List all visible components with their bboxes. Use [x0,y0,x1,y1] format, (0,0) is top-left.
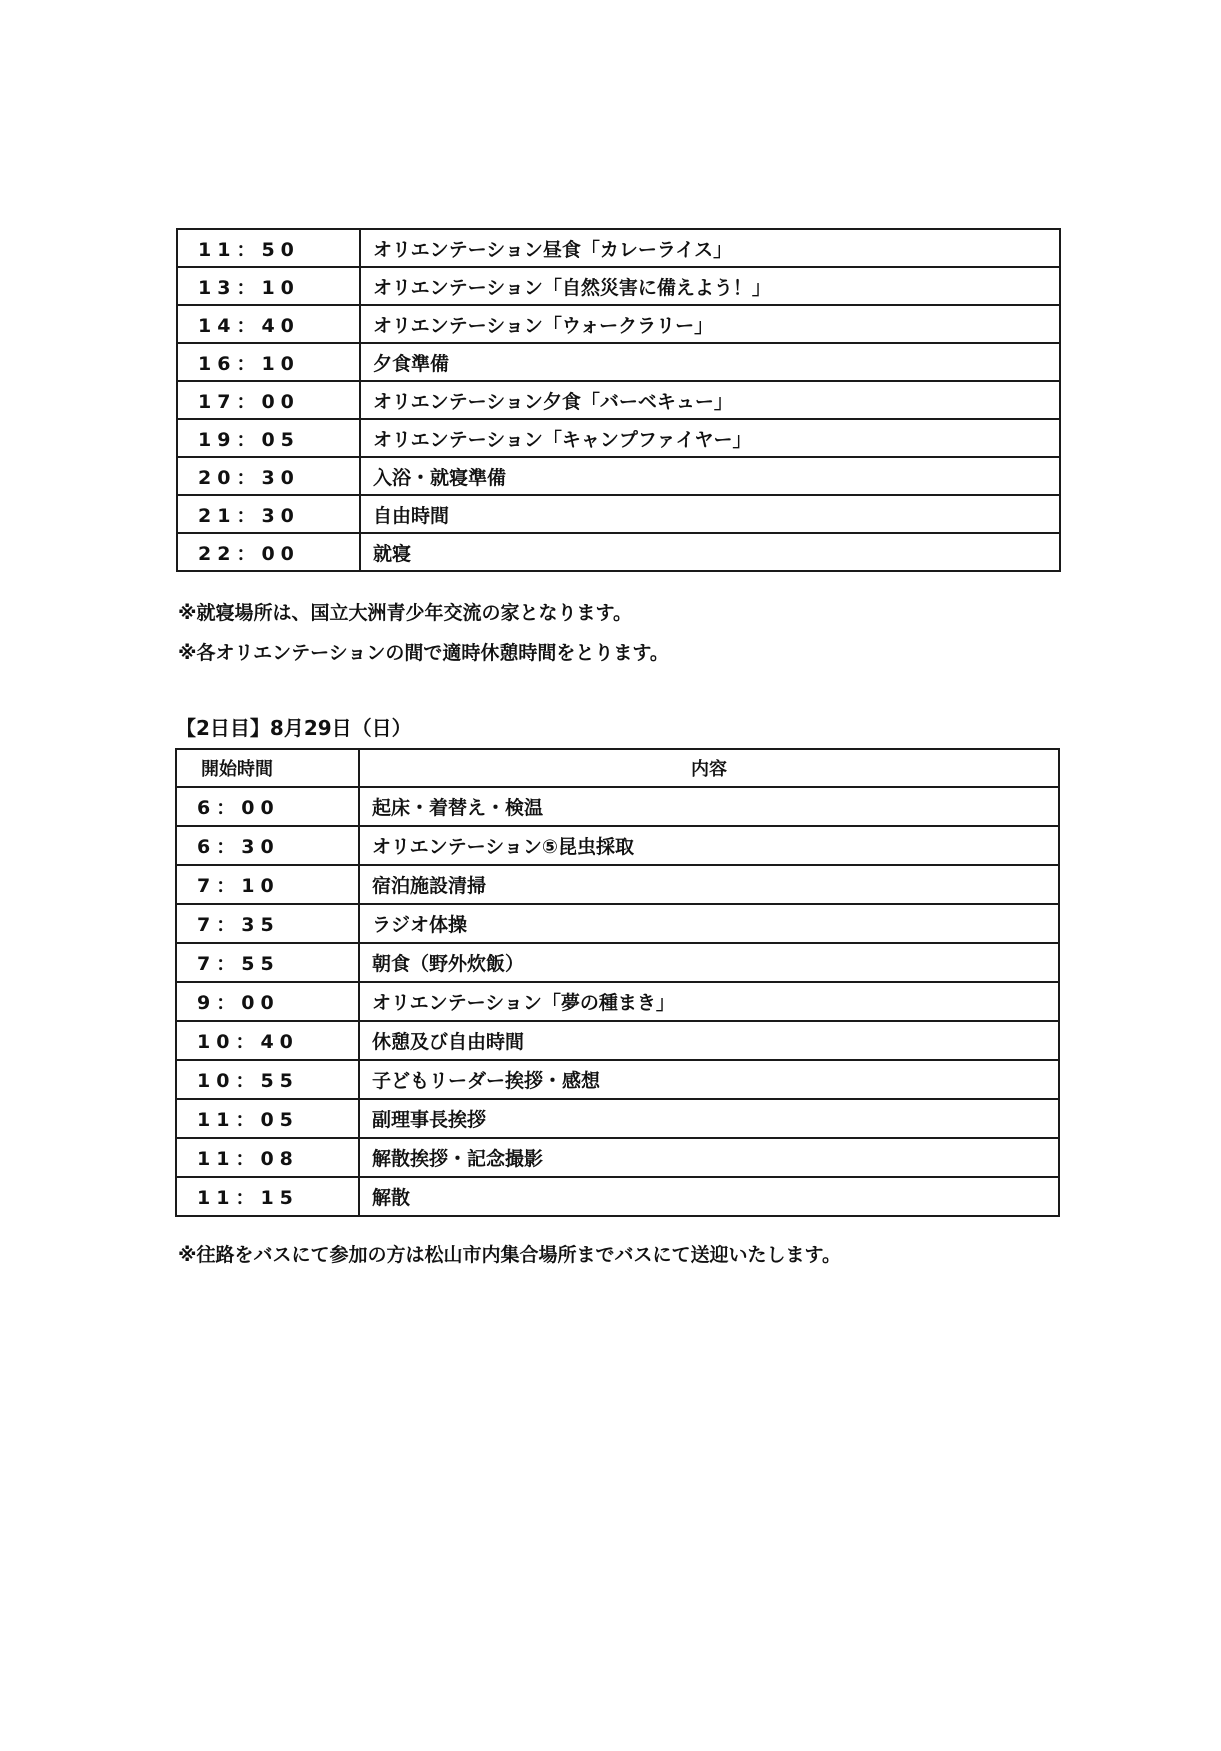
table-row [177,419,1060,457]
table-row [176,943,1059,982]
table-row [177,229,1060,267]
schedule-content: 自由時間 [360,495,1060,533]
table-row [177,495,1060,533]
schedule-time: 20：30 [177,457,360,495]
schedule-time: 9：00 [176,982,359,1021]
table-row [177,305,1060,343]
table-row [176,1138,1059,1177]
schedule-time: 22：00 [177,533,360,571]
schedule-content: オリエンテーション「キャンプファイヤー」 [360,419,1060,457]
schedule-content: オリエンテーション⑤昆虫採取 [359,826,1059,865]
table-row [177,381,1060,419]
schedule-time: 14：40 [177,305,360,343]
schedule-time: 6：30 [176,826,359,865]
table-header-row [176,749,1059,787]
schedule-time: 11：50 [177,229,360,267]
day2-heading: 【2日目】8月29日（日） [176,716,412,740]
table-row [177,267,1060,305]
schedule-time: 6：00 [176,787,359,826]
schedule-content: 解散 [359,1177,1059,1216]
schedule-content: ラジオ体操 [359,904,1059,943]
day1-schedule-table [176,228,1061,572]
schedule-content: オリエンテーション夕食「バーベキュー」 [360,381,1060,419]
schedule-time: 10：55 [176,1060,359,1099]
note-bus-transfer: ※往路をバスにて参加の方は松山市内集合場所までバスにて送迎いたします。 [178,1244,841,1266]
table-row [176,865,1059,904]
table-row [176,1177,1059,1216]
schedule-time: 7：55 [176,943,359,982]
schedule-time: 10：40 [176,1021,359,1060]
schedule-time: 16：10 [177,343,360,381]
table-row [176,1021,1059,1060]
schedule-content: 起床・着替え・検温 [359,787,1059,826]
table-row [176,787,1059,826]
header-content: 内容 [359,749,1059,787]
schedule-time: 7：10 [176,865,359,904]
schedule-time: 7：35 [176,904,359,943]
note-sleeping-place: ※就寝場所は、国立大洲青少年交流の家となります。 [178,602,632,624]
schedule-time: 17：00 [177,381,360,419]
schedule-content: オリエンテーション「自然災害に備えよう！」 [360,267,1060,305]
schedule-content: 夕食準備 [360,343,1060,381]
schedule-content: オリエンテーション「夢の種まき」 [359,982,1059,1021]
schedule-content: 解散挨拶・記念撮影 [359,1138,1059,1177]
schedule-content: 子どもリーダー挨拶・感想 [359,1060,1059,1099]
table-row [176,982,1059,1021]
schedule-content: 入浴・就寝準備 [360,457,1060,495]
table-row [176,1099,1059,1138]
schedule-content: 副理事長挨拶 [359,1099,1059,1138]
schedule-content: オリエンテーション「ウォークラリー」 [360,305,1060,343]
day2-schedule-table [175,748,1060,1217]
note-break-time: ※各オリエンテーションの間で適時休憩時間をとります。 [178,642,669,664]
table-row [177,533,1060,571]
schedule-time: 19：05 [177,419,360,457]
table-row [176,1060,1059,1099]
schedule-content: 就寝 [360,533,1060,571]
schedule-content: 休憩及び自由時間 [359,1021,1059,1060]
table-row [176,826,1059,865]
schedule-time: 13：10 [177,267,360,305]
schedule-content: オリエンテーション昼食「カレーライス」 [360,229,1060,267]
schedule-time: 11：08 [176,1138,359,1177]
table-row [177,343,1060,381]
schedule-content: 朝食（野外炊飯） [359,943,1059,982]
table-row [176,904,1059,943]
schedule-time: 11：15 [176,1177,359,1216]
schedule-time: 11：05 [176,1099,359,1138]
header-start-time: 開始時間 [176,749,359,787]
table-row [177,457,1060,495]
schedule-content: 宿泊施設清掃 [359,865,1059,904]
schedule-time: 21：30 [177,495,360,533]
